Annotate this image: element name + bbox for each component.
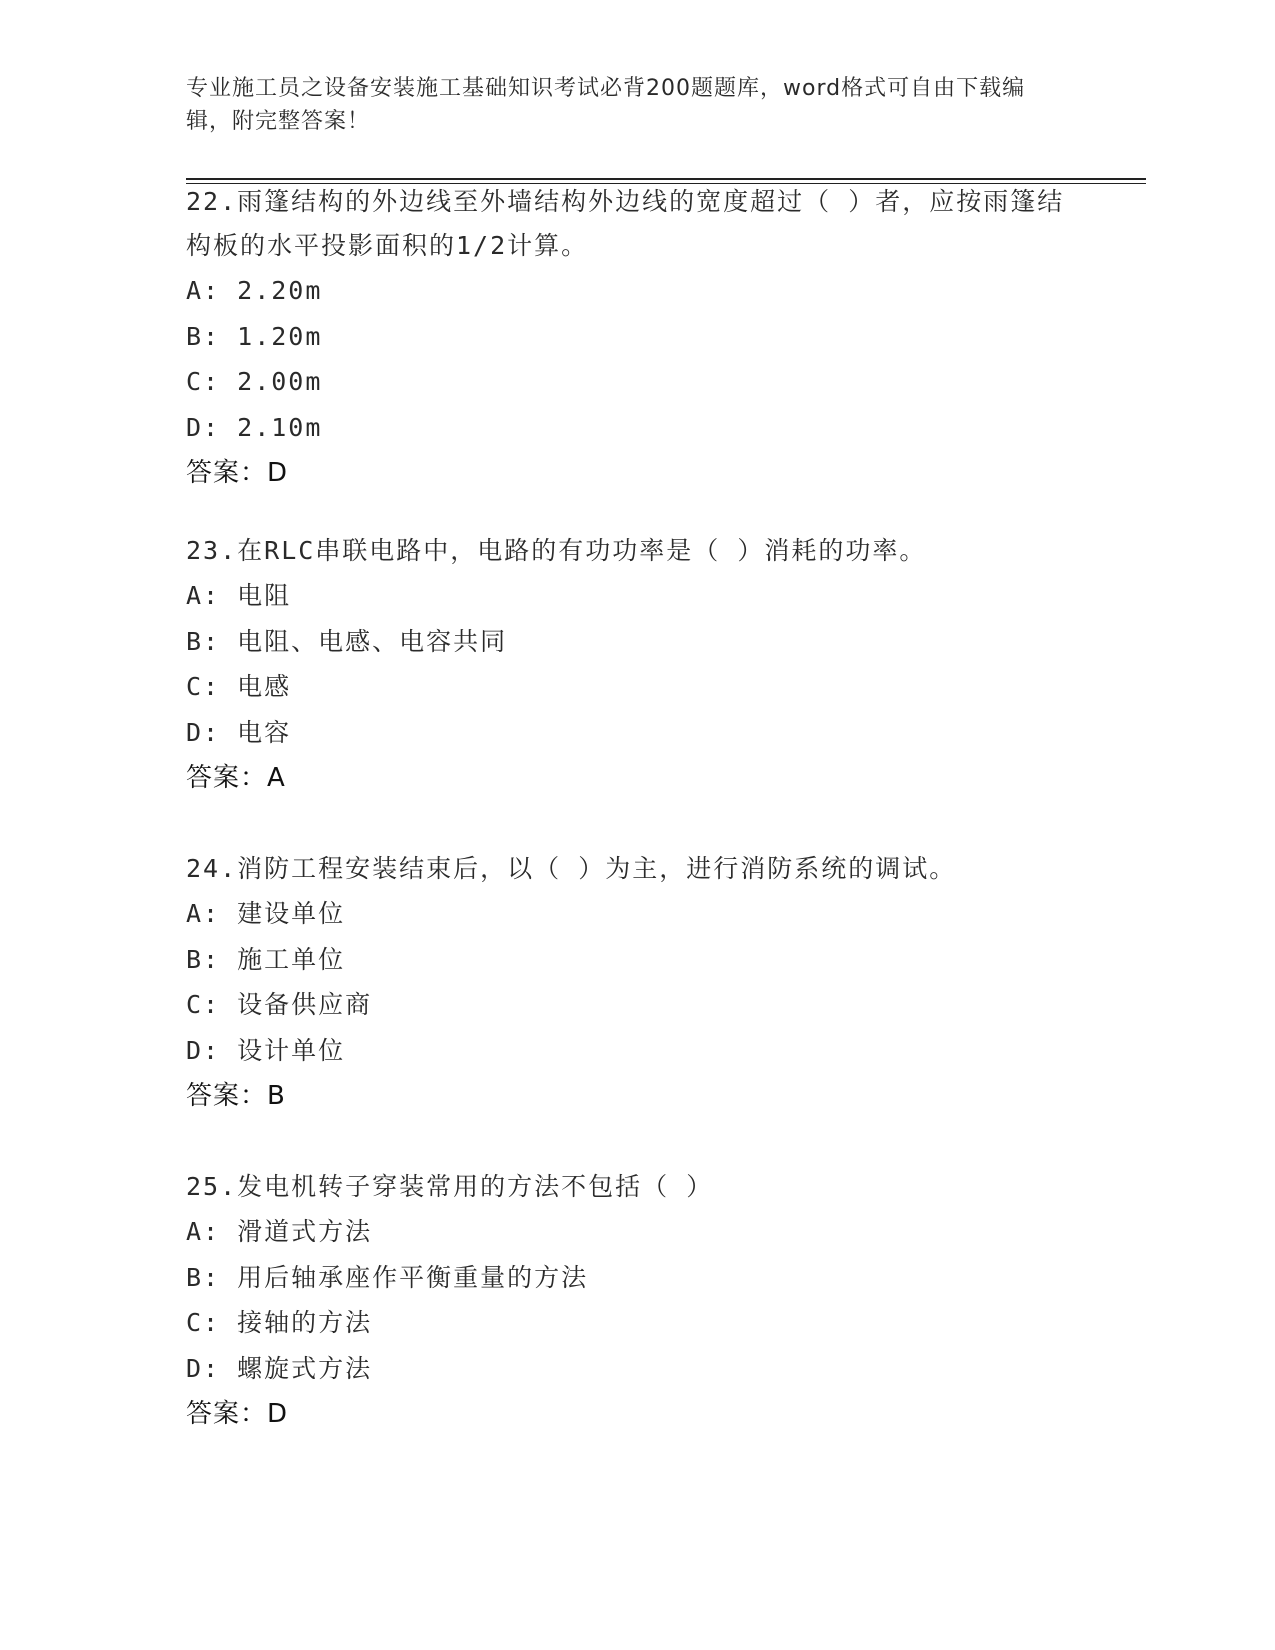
- option-a: A: 电阻: [186, 581, 292, 610]
- option-d: D: 设计单位: [186, 1035, 346, 1065]
- option-b: B: 电阻、电感、电容共同: [186, 626, 508, 656]
- answer-value: A: [267, 763, 286, 793]
- question-23: [186, 529, 1066, 801]
- option-c: C: 接轴的方法: [186, 1308, 373, 1337]
- answer-line: [186, 450, 1066, 496]
- question-stem: 24.消防工程安装结束后，以（ ）为主，进行消防系统的调试。: [186, 854, 957, 883]
- question-22: [186, 180, 1066, 496]
- option-d: D: 2.10m: [186, 412, 323, 442]
- question-24: [186, 847, 1066, 1119]
- option-a: A: 滑道式方法: [186, 1217, 373, 1246]
- answer-line: [186, 755, 1066, 801]
- question-stem: 25.发电机转子穿装常用的方法不包括（ ）: [186, 1172, 714, 1201]
- answer-label: 答案：: [186, 1081, 268, 1111]
- answer-value: D: [267, 458, 289, 488]
- question-stem: 22.雨篷结构的外边线至外墙结构外边线的宽度超过（ ）者，应按雨篷结构板的水平投影面积的1/2计算。: [186, 187, 1065, 260]
- option-c: C: 电感: [186, 672, 292, 701]
- document-title: 专业施工员之设备安装施工基础知识考试必背200题题库，word格式可自由下载编辑，附完整答案！: [186, 76, 1026, 134]
- option-b: B: 用后轴承座作平衡重量的方法: [186, 1262, 589, 1292]
- answer-label: 答案：: [186, 763, 268, 793]
- answer-label: 答案：: [186, 1399, 268, 1429]
- answer-label: 答案：: [186, 458, 268, 488]
- option-b: B: 施工单位: [186, 944, 346, 974]
- answer-line: [186, 1391, 1066, 1437]
- answer-value: D: [267, 1399, 289, 1429]
- question-25: [186, 1165, 1066, 1437]
- option-c: C: 2.00m: [186, 367, 323, 396]
- answer-line: [186, 1073, 1066, 1119]
- answer-value: B: [267, 1081, 286, 1111]
- option-b: B: 1.20m: [186, 321, 323, 351]
- option-d: D: 螺旋式方法: [186, 1353, 373, 1383]
- document-header: [186, 72, 1066, 138]
- option-d: D: 电容: [186, 717, 292, 747]
- option-c: C: 设备供应商: [186, 990, 373, 1019]
- option-a: A: 建设单位: [186, 899, 346, 928]
- option-a: A: 2.20m: [186, 276, 323, 305]
- question-stem: 23.在RLC串联电路中，电路的有功功率是（ ）消耗的功率。: [186, 536, 927, 565]
